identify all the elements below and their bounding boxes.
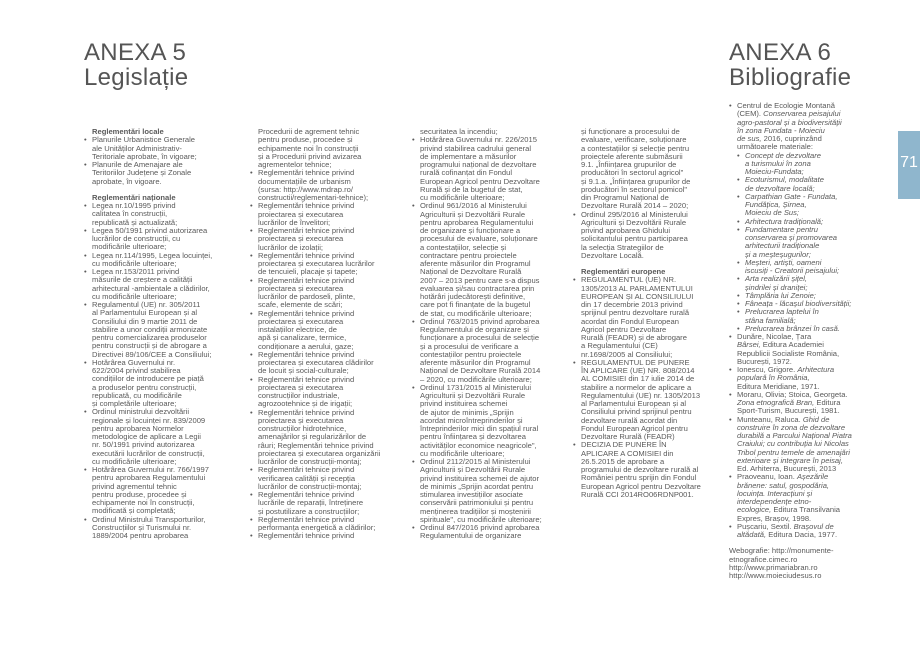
text-span: Regulamentul (UE) nr. 305/2011 [92, 300, 201, 309]
text-span: Editura Academiei [762, 340, 824, 350]
text-span: Reglementări tehnice privind [258, 349, 355, 359]
text-span: și postutilizare a construcțiilor; [258, 506, 360, 516]
text-span: conservării patrimoniului și pentru [420, 498, 534, 508]
text-span: securitatea la incendiu; [420, 127, 498, 136]
text-span: Editura Meridiane, 1971. [737, 381, 820, 391]
text-span: pentru comercializarea produselor [92, 333, 207, 342]
webography-line: Webografie: http://monumente- [729, 546, 834, 556]
text-span: republicată și actualizată; [92, 217, 178, 227]
text-span: Ed. Arhiterra, București, 2013 [737, 464, 837, 473]
text-span: cu modificările ulterioare; [92, 258, 177, 268]
italic-span: conservarea și promovarea [745, 233, 838, 242]
italic-span: Tribol pentru temele de amenajări [737, 447, 850, 457]
text-span: agrementelor tehnice; [258, 160, 332, 169]
text-span: acordat microîntreprinderilor și [420, 415, 523, 425]
text-span: din Programul Național de [581, 193, 669, 202]
text-span: scafe, elemente de scări; [258, 300, 343, 310]
text-span: 1305/2013 AL PARLAMENTULUI [581, 283, 693, 293]
text-span: Ordinul 295/2016 al Ministerului [581, 209, 688, 219]
italic-span: durabilă a Parcului Național Piatra [737, 431, 852, 440]
text-span: 9.1. „Înființarea grupurilor de [581, 160, 677, 169]
text-span: Teritoriale aprobate, în vigoare; [92, 151, 197, 161]
text-span: (CEM). [737, 109, 764, 119]
text-span: Ordinul 961/2016 al Ministerului [420, 201, 527, 211]
italic-span: Ghid de [802, 414, 830, 424]
text-span: European Agricol pentru Dezvoltare [581, 481, 701, 491]
text-span: privind instituirea schemei de ajutor [420, 473, 540, 483]
text-span: pentru construcții și de abrogare a [92, 341, 207, 351]
annex-6-title [729, 40, 851, 90]
text-span: procesului de evaluare, soluționare [420, 234, 538, 244]
italic-span: ecologice, [737, 505, 774, 515]
italic-span: Așezările [796, 472, 829, 482]
italic-span: Prelucrarea brânzei în casă. [745, 323, 840, 333]
italic-span: Arta realizării șițel, [745, 274, 808, 284]
text-span: contractare pentru proiectele [420, 250, 517, 260]
text-span: Hotărârea Guvernului nr. 226/2015 [420, 135, 537, 145]
text-span: REGULAMENTUL (UE) NR. [581, 275, 677, 285]
text-span: lucrărilor de construcții-montaj; [258, 481, 362, 491]
text-span: Reglementări tehnice privind [258, 374, 355, 384]
text-span: spirituale", cu modificările ulterioare; [420, 514, 542, 524]
text-span: privind aprobarea Ghidului [581, 226, 671, 235]
bibliography-column [729, 102, 891, 580]
text-span: Consiliului privind sprijinul pentru [581, 407, 692, 417]
webography-line: http://www.moieciudesus.ro [729, 571, 822, 580]
text-span: Praoveanu, Ioan. [737, 472, 797, 482]
text-span: condițiilor de introducere pe piață [92, 374, 204, 384]
text-span: proiectarea și executarea [258, 415, 344, 425]
text-span: lucrările de reparații, întreținere [258, 498, 364, 508]
text-span: al Parlamentului European și al [581, 399, 687, 408]
text-span: Dezvoltare Locală. [581, 250, 644, 260]
italic-span: arhitecturii tradiționale [745, 241, 820, 251]
italic-span: Craiului; cu contribuția lui Nicolas [737, 439, 849, 449]
annex-6-subtitle: Bibliografie [729, 64, 852, 91]
text-span: Centrul de Ecologie Montană [737, 101, 835, 110]
italic-span: Moieciu de Sus; [745, 208, 800, 218]
text-span: echipamente noi în construcții [258, 143, 359, 153]
text-span: instalațiilor electrice, de [258, 325, 337, 334]
legislation-column-3 [412, 128, 574, 541]
text-span: Regulamentului de organizare [420, 531, 522, 541]
text-span: programului național de dezvoltare [420, 160, 537, 169]
text-span: 622/2004 privind stabilirea [92, 366, 181, 375]
text-span: Munteanu, Raluca. [737, 414, 803, 424]
webography-line: http://www.primariabran.ro [729, 562, 818, 572]
text-span: Agriculturii și Dezvoltării Rurale [420, 391, 526, 400]
text-span: Rurală (FEADR) și de abrogare [581, 333, 687, 342]
legislation-column-4 [573, 128, 731, 499]
text-span: nr. 50/1991 privind autorizarea [92, 440, 195, 450]
italic-span: agro-pastoral și a biodiversității [737, 117, 842, 127]
annex-5-number: ANEXA 5 [84, 39, 187, 66]
text-span: întreprinderilor mici din spațiul rural [420, 424, 539, 433]
text-span: solicitantului pentru participarea [581, 234, 688, 244]
text-span: și a Procedurii privind avizarea [258, 151, 362, 161]
text-span: hotărâri judecătorești definitive, [420, 292, 526, 301]
italic-span: Bârsei, [737, 340, 763, 350]
text-span: Sport-Turism, București, 1981. [737, 406, 840, 416]
text-span: dezvoltare rurală acordat din [581, 415, 678, 425]
text-span: acordat din Fondul European [581, 316, 679, 326]
legislation-column-2 [250, 128, 410, 541]
text-span: Reglementări locale [92, 127, 164, 136]
text-span: privind agrementul tehnic [92, 481, 177, 491]
text-span: pentru aprobarea Regulamentului [92, 473, 206, 483]
text-span: verificarea calității și recepția [258, 473, 356, 483]
text-span: Reglementări tehnice privind [258, 407, 355, 417]
text-span: Planurile de Amenajare ale [92, 160, 183, 169]
text-span: metodologice de aplicare a Legii [92, 432, 201, 441]
text-span: care pot fi finanțate de la bugetul [420, 300, 531, 310]
text-span: contestațiilor pentru proiectele [420, 349, 522, 359]
text-span: Regulamentului (UE) nr. 1305/2013 [581, 390, 701, 400]
text-span: Național de Dezvoltare Rurală [420, 267, 522, 277]
text-span: European Agricol pentru Dezvoltare [420, 176, 540, 186]
text-span: menținerea tradițiilor și moștenirii [420, 506, 531, 516]
text-span: proiectarea și executarea [258, 283, 344, 293]
text-line [84, 178, 244, 186]
italic-span: de dezvoltare locală; [745, 183, 815, 193]
text-line [729, 531, 891, 539]
text-span: APLICARE A COMISIEI din [581, 448, 674, 458]
text-span: Ionescu, Grigore. [737, 365, 798, 374]
text-span: cu modificările ulterioare; [92, 456, 177, 466]
text-span: Agriculturii și Dezvoltării Rurale [420, 465, 526, 475]
text-span: Republicii Socialiste România, [737, 348, 840, 358]
text-span: executării lucrărilor de construcții, [92, 448, 205, 458]
text-span: a Regulamentului (CE) [581, 341, 658, 351]
text-span: măsurile de creștere a calității [92, 275, 193, 285]
text-span: Ordinul 847/2016 privind aprobarea [420, 523, 540, 532]
text-span: Procedurii de agrement tehnic [258, 127, 360, 136]
text-span: constructii/reglementari-tehnice); [258, 193, 369, 202]
text-span: ÎN APLICARE (UE) NR. 808/2014 [581, 366, 695, 375]
italic-span: altădată, [737, 530, 769, 539]
text-span: documentațiile de urbanism [258, 176, 351, 186]
text-span: Dunăre, Nicolae, Țara [737, 332, 812, 341]
text-span: funcționare a procesului de selecție [420, 333, 540, 343]
text-span: lucrărilor de construcții-montaj; [258, 457, 362, 466]
text-span: 2007 – 2013 pentru care s-a dispus [420, 275, 540, 285]
italic-span: Tâmplăria lui Zenoie; [745, 290, 816, 300]
text-span: cu modificările ulterioare; [420, 193, 505, 202]
text-span: a contestațiilor, selecție și [420, 242, 507, 252]
italic-span: Conservarea peisajului [763, 109, 841, 119]
text-span: privind instituirea schemei [420, 399, 508, 409]
text-span: Reglementări tehnice privind [258, 490, 355, 499]
text-span: amenajărilor și regularizărilor de [258, 432, 367, 442]
text-span: Agriculturii și Dezvoltării Rurale [581, 217, 687, 227]
italic-span: Moieciu-Fundata; [745, 167, 804, 176]
italic-span: construire în zona de dezvoltare [737, 422, 846, 432]
text-span: Ordinul 1731/2015 al Ministerului [420, 382, 532, 392]
text-span: Agriculturii și Dezvoltării Rurale [420, 209, 526, 219]
text-span: Reglementări europene [581, 267, 666, 276]
webography [729, 547, 891, 580]
text-span: Directivei 89/106/CEE a Consiliului; [92, 349, 212, 359]
italic-span: Arhitectura [797, 365, 835, 374]
annex-6-number: ANEXA 6 [729, 39, 832, 66]
text-span: al Parlamentului European și al [92, 308, 198, 318]
text-span: Reglementări tehnice privind [258, 465, 355, 475]
text-span: performanța energetică a clădirilor; [258, 523, 376, 532]
text-span: lucrărilor de construcții, cu [92, 234, 181, 243]
text-span: (sursa: http://www.mdrap.ro/ [258, 184, 353, 194]
annex-5-subtitle: Legislație [84, 64, 189, 91]
text-span: Reglementări tehnice privind [258, 531, 355, 541]
text-span: sprijinul pentru dezvoltare rurală [581, 308, 690, 318]
text-span: aferente măsurilor din Programul [420, 259, 531, 268]
text-span: pentru produse, procedee și [258, 135, 353, 145]
text-span: producători în sectorul agricol" [581, 168, 684, 178]
text-span: de minimis „Sprijin acordat pentru [420, 481, 534, 491]
text-span: 2016, cuprinzând [763, 134, 822, 143]
text-span: proiectele aferente submăsurii [581, 151, 683, 161]
text-span: proiectarea și executarea organizării [258, 448, 381, 458]
text-span: proiectarea și executarea [258, 316, 344, 326]
text-span: Ordinul 763/2015 privind aprobarea [420, 316, 540, 326]
text-span: la selecția Strategiilor de [581, 242, 664, 252]
italic-span: interdependențe etno- [737, 497, 812, 506]
text-span: Ordinul ministrului dezvoltării [92, 407, 190, 417]
italic-span: Brașovul de [793, 521, 834, 531]
text-span: Planurile Urbanistice Generale [92, 135, 195, 145]
text-span: Hotărârea Guvernului nr. [92, 357, 176, 367]
text-span: Legea nr.153/2011 privind [92, 267, 180, 276]
text-span: stabilire a unor condiții armonizate [92, 324, 208, 334]
italic-span: populară în România, [737, 373, 810, 383]
text-span: lucrărilor de învelitori; [258, 217, 331, 227]
text-span: aferente măsurilor din Programul [420, 358, 531, 367]
text-span: privind stabilirea cadrului general [420, 143, 532, 153]
text-span: proiectarea și executarea [258, 209, 344, 219]
text-span: arhitectural -ambientale a clădirilor, [92, 283, 210, 293]
text-line [573, 491, 731, 499]
text-span: proiectarea și executarea [258, 382, 344, 392]
text-span: și completările ulterioare; [92, 399, 177, 408]
text-span: REGULAMENTUL DE PUNERE [581, 357, 690, 367]
text-span: Dezvoltare Rurală (FEADR) [581, 432, 675, 441]
italic-span: Fundamentare pentru [745, 224, 819, 234]
text-span: Editura Dacia, 1977. [768, 530, 838, 539]
italic-span: în zona Fundata - Moieciu [737, 125, 825, 135]
italic-span: Zona etnografică Bran, [737, 398, 817, 407]
text-span: ale Unităților Administrativ- [92, 143, 182, 153]
text-span: activităților economice neagricole", [420, 440, 537, 450]
text-span: 26.5.2015 de aprobare a [581, 456, 665, 466]
text-span: Legea nr.114/1995, Legea locuinței, [92, 250, 213, 260]
text-span: Reglementări tehnice privind [258, 514, 355, 524]
text-span: Legea nr.10/1995 privind [92, 201, 176, 210]
text-span: DECIZIA DE PUNERE ÎN [581, 440, 667, 450]
italic-span: șindrilei și draniței; [745, 282, 808, 292]
text-span: programului de dezvoltare rurală al [581, 465, 699, 474]
italic-span: stâna familială; [745, 315, 796, 325]
text-span: lucrărilor de pardoseli, plinte, [258, 292, 356, 301]
text-span: – 2020, cu modificările ulterioare; [420, 374, 532, 384]
text-span: lucrărilor de izolații; [258, 242, 323, 252]
italic-span: exterioare și integrare în peisaj, [737, 455, 843, 465]
text-span: Reglementări tehnice privind [258, 168, 355, 178]
text-span: cu modificările ulterioare; [92, 291, 177, 301]
italic-span: iscusiți - Creatorii peisajului; [745, 266, 840, 275]
text-span: și a procesului de verificare a [420, 341, 519, 351]
text-span: pentru înființarea și dezvoltarea [420, 432, 526, 442]
text-span: Consiliului din 9 martie 2011 de [92, 316, 198, 326]
italic-span: Ecoturismul, modalitate [745, 175, 824, 185]
text-span: proiectarea și executarea lucrărilor [258, 259, 375, 268]
text-span: construcțiilor hidrotehnice, [258, 424, 347, 433]
italic-span: și a meșteșugurilor; [745, 249, 811, 259]
italic-span: locuința. Interacțiuni și [737, 488, 813, 498]
text-span: Dezvoltare Rurală 2014 – 2020; [581, 201, 689, 211]
text-span: aprobate, în vigoare. [92, 176, 162, 186]
text-span: Reglementări tehnice privind [258, 250, 355, 260]
text-span: Reglementări tehnice privind [258, 308, 355, 318]
text-span: Hotărârea Guvernului nr. 766/1997 [92, 465, 209, 474]
text-span: Rurală și de la bugetul de stat, [420, 184, 523, 194]
text-line [250, 532, 410, 540]
text-span: evaluarea și/sau contractarea prin [420, 283, 535, 293]
text-span: condiționare a aerului, gaze; [258, 341, 354, 351]
text-span: pentru produse, procedee și [92, 489, 187, 499]
text-span: Editura [816, 398, 841, 407]
text-span: republicată, cu modificările [92, 390, 182, 400]
page-number: 71 [900, 154, 918, 171]
text-span: modificată și completată; [92, 506, 176, 516]
text-span: de stat, cu modificările ulterioare; [420, 308, 532, 318]
annex-5-title [84, 40, 188, 90]
text-span: proiectarea și executarea [258, 234, 344, 244]
text-span: de tencuieli, placaje și tapete; [258, 267, 358, 277]
text-span: Reglementări tehnice privind [258, 275, 355, 285]
italic-span: Fâneața - lăcașul biodiversității; [745, 299, 852, 308]
text-span: Moraru, Olivia; Stoica, Georgeta. [737, 389, 848, 399]
text-span: evaluare, verificare, soluționare [581, 135, 687, 145]
text-span: producători în sectorul pomicol" [581, 184, 688, 194]
text-span: EUROPEAN ȘI AL CONSILIULUI [581, 291, 694, 301]
text-span: București, 1972. [737, 356, 792, 366]
text-span: Național de Dezvoltare Rurală 2014 [420, 366, 541, 376]
text-span: de implementare a măsurilor [420, 151, 517, 161]
text-span: regionale și locuinței nr. 839/2009 [92, 415, 206, 425]
webography-line: etnografice.cimec.ro [729, 554, 798, 564]
italic-span: brănene: satul, gospodăria, [737, 480, 830, 490]
text-span: modificările ulterioare; [92, 242, 167, 252]
text-line [84, 532, 244, 540]
text-span: 1889/2004 pentru aprobarea [92, 531, 189, 540]
text-span: a contestațiilor și selecție pentru [581, 143, 690, 153]
text-span: și funcționare a procesului de [581, 127, 680, 136]
text-span: pentru aprobarea Regulamentului [420, 217, 534, 227]
text-span: calitatea în construcții, [92, 209, 168, 219]
text-span: stabilire a normelor de aplicare a [581, 382, 692, 392]
text-span: României pentru sprijin din Fondul [581, 473, 697, 483]
text-line [412, 532, 574, 540]
legislation-column-1 [84, 128, 244, 540]
text-span: apă și canalizare, termice, [258, 333, 347, 343]
text-span: de locuit și social-culturale; [258, 366, 349, 376]
text-span: și 9.1.a. „Înființarea grupurilor de [581, 176, 691, 186]
text-span: Teritoriilor Județene și Zonale [92, 168, 192, 178]
text-span: construcțiilor industriale, [258, 391, 340, 400]
text-span: următoarele materiale: [737, 142, 813, 152]
text-span: Reglementări tehnice privind [258, 226, 355, 235]
text-span: agrozootehnice și de irigații; [258, 399, 353, 409]
italic-span: Meșteri, artiști, oameni [745, 257, 822, 267]
text-span: cu modificările ulterioare; [420, 448, 505, 458]
text-span: Fondul European Agricol pentru [581, 423, 688, 433]
text-span: Agricol pentru Dezvoltare [581, 324, 667, 334]
text-span: pentru aprobarea Normelor [92, 423, 184, 433]
italic-span: Prelucrarea laptelui în [745, 307, 819, 317]
italic-span: a turismului în zona [745, 158, 811, 168]
text-span: proiectarea și executarea clădirilor [258, 358, 374, 367]
text-span: Expres, Brașov, 1998. [737, 513, 812, 523]
text-span: de ajutor de minimis „Sprijin [420, 407, 514, 417]
text-line [573, 252, 731, 260]
text-span: Reglementări tehnice privind [258, 201, 355, 211]
text-span: de organizare și funcționare a [420, 226, 521, 235]
text-span: Rurală CCI 2014RO06RDNP001. [581, 489, 694, 499]
text-span: stimularea investițiilor asociate [420, 490, 523, 499]
italic-span: Carpathian Gate - Fundata, [745, 191, 838, 201]
italic-span: Arhitectura tradițională; [745, 216, 824, 226]
text-span: din 17 decembrie 2013 privind [581, 300, 683, 309]
text-span: Ordinul Ministrului Transporturilor, [92, 514, 206, 524]
italic-span: Fundățica, Șirnea, [745, 200, 807, 209]
text-span: Ordinul 2112/2015 al Ministerului [420, 457, 531, 466]
text-span: Editura Transilvania [773, 505, 841, 515]
text-span: rurală cofinanțat din Fondul [420, 168, 513, 178]
text-span: Regulamentului de organizare și [420, 325, 529, 334]
text-span: râuri; Reglementări tehnice privind [258, 440, 374, 450]
text-span: nr.1698/2005 al Consiliului; [581, 349, 673, 359]
italic-span: Concept de dezvoltare [745, 150, 821, 160]
text-span: Legea 50/1991 privind autorizarea [92, 225, 208, 235]
text-span: a produselor pentru construcții, [92, 382, 197, 392]
text-span: echipamente noi în construcții, [92, 498, 195, 507]
italic-span: de sus, [737, 134, 764, 143]
text-span: Construcțiilor și Turismului nr. [92, 522, 192, 532]
text-span: Reglementări naționale [92, 192, 176, 202]
text-span: AL COMISIEI din 17 iulie 2014 de [581, 374, 695, 384]
text-span: Pușcariu, Sextil. [737, 521, 794, 531]
